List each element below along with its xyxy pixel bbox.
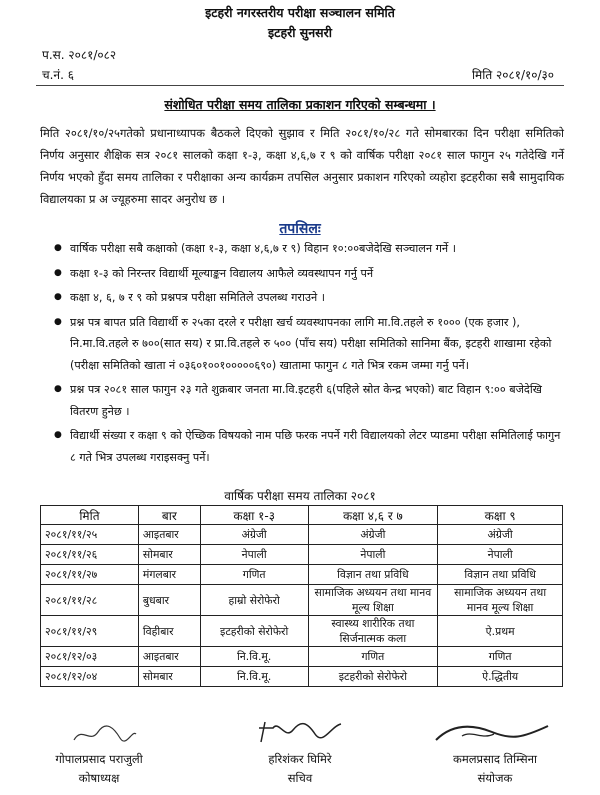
cell-day: बुधबार bbox=[138, 585, 200, 616]
cell-subject: नेपाली bbox=[438, 545, 563, 565]
letter-date: मिति २०८१/१०/३० bbox=[471, 68, 554, 82]
cell-subject: हाम्रो सेरोफेरो bbox=[200, 585, 308, 616]
chalani-number: च.नं. ६ bbox=[42, 68, 74, 82]
cell-subject: नि.वि.मू. bbox=[200, 647, 308, 667]
col-header-class-1-3: कक्षा १-३ bbox=[200, 506, 308, 525]
cell-subject: नेपाली bbox=[308, 545, 438, 565]
col-header-date: मिति bbox=[41, 506, 139, 525]
signatory-name: गोपालप्रसाद पराजुली bbox=[55, 752, 143, 766]
signature-mark-treasurer bbox=[70, 718, 140, 748]
cell-subject: सामाजिक अध्ययन तथा मानव मूल्य शिक्षा bbox=[308, 585, 438, 616]
cell-date: २०८१/११/२८ bbox=[41, 585, 139, 616]
cell-subject: नेपाली bbox=[200, 545, 308, 565]
cell-subject: अंग्रेजी bbox=[200, 525, 308, 545]
table-row bbox=[41, 525, 563, 545]
table-row bbox=[41, 565, 563, 585]
header-divider bbox=[36, 85, 564, 86]
cell-subject: इटहरीको सेरोफेरो bbox=[308, 667, 438, 687]
cell-day: सोमबार bbox=[138, 667, 200, 687]
signatory-name: कमलप्रसाद तिम्सिना bbox=[453, 752, 537, 766]
table-row bbox=[41, 545, 563, 565]
signatory-role: कोषाध्यक्ष bbox=[78, 771, 120, 785]
signature-mark-coordinator bbox=[432, 718, 552, 748]
table-row bbox=[41, 616, 563, 647]
cell-day: मंगलबार bbox=[138, 565, 200, 585]
cell-day: विहीबार bbox=[138, 616, 200, 647]
cell-date: २०८१/११/२७ bbox=[41, 565, 139, 585]
col-header-day: बार bbox=[138, 506, 200, 525]
list-item: ● प्रश्न पत्र २०८१ साल फागुन २३ गते शुक्रबार जनता मा.वि.इटहरी ६(पहिले स्रोत केन्द्र भएको) बाट विहान ९:०० बजेदेखि वितरण हुनेछ । bbox=[54, 379, 564, 422]
cell-subject: स्वास्थ्य शारीरिक तथा सिर्जनात्मक कला bbox=[308, 616, 438, 647]
subject-line: संशोधित परीक्षा समय तालिका प्रकाशन गरिएको सम्बन्धमा । bbox=[164, 97, 436, 112]
cell-subject: गणित bbox=[438, 647, 563, 667]
cell-subject: ऐ.प्रथम bbox=[438, 616, 563, 647]
col-header-class-4-6-7: कक्षा ४,६ र ७ bbox=[308, 506, 438, 525]
signatory-treasurer bbox=[34, 716, 164, 786]
signatory-name: हरिशंकर घिमिरे bbox=[268, 752, 332, 766]
schedule-title: वार्षिक परीक्षा समय तालिका २०८१ bbox=[224, 489, 376, 503]
cell-subject: ऐ.द्धितीय bbox=[438, 667, 563, 687]
cell-subject: इटहरीको सेरोफेरो bbox=[200, 616, 308, 647]
patra-sankhya: प.स. २०८१/०८२ bbox=[42, 48, 117, 62]
list-item: ● प्रश्न पत्र बापत प्रति विद्यार्थी रु २५का दरले र परीक्षा खर्च व्यवस्थापनका लागि मा.वि.तहले रु १००० (एक हजार ), नि.मा.वि.तहले रु ७००(सात सय) र प्रा.वि.तहले रु ५०० (पाँच सय) परीक्षा समितिको सानिमा बैंक, इटहरी शाखामा रहेको (परीक्षा समितिको खाता नं ०३६०१००१०००००६९०) खातामा फागुन ८ गते भित्र रकम जम्मा गर्नु पर्ने। bbox=[54, 312, 564, 377]
col-header-class-9: कक्षा ९ bbox=[438, 506, 563, 525]
cell-subject: नि.वि.मू. bbox=[200, 667, 308, 687]
table-row bbox=[41, 667, 563, 687]
list-item: ● वार्षिक परीक्षा सबै कक्षाको (कक्षा १-३, कक्षा ४,६,७ र ९) विहान १०:००बजेदेखि सञ्चालन गर्ने । bbox=[54, 238, 564, 260]
cell-subject: गणित bbox=[308, 647, 438, 667]
details-list bbox=[54, 238, 564, 471]
list-item: ● कक्षा १-३ को निरन्तर विद्यार्थी मूल्याङ्कन विद्यालय आफैले व्यवस्थापन गर्नु पर्ने bbox=[54, 263, 564, 285]
signature-mark-secretary bbox=[255, 716, 345, 748]
signatory-role: संयोजक bbox=[477, 771, 513, 785]
signatory-role: सचिव bbox=[287, 771, 313, 785]
body-paragraph: मिति २०८१/१०/२५गतेको प्रधानाध्यापक बैठकले दिएको सुझाव र मिति २०८१/१०/२८ गते सोमबारका दिन परीक्षा समितिको निर्णय अनुसार शैक्षिक सत्र २०८१ सालको कक्षा १-३, कक्षा ४,६,७ र ९ को वार्षिक परीक्षा २०८१ साल फागुन २५ गतेदेखि गर्ने निर्णय भएको हुँदा समय तालिका र परीक्षाका अन्य कार्यक्रम तपसिल अनुसार प्रकाशन गरिएको व्यहोरा इटहरीका सबै सामुदायिक विद्यालयका प्र अ ज्यूहरुमा सादर अनुरोध छ । bbox=[40, 126, 564, 206]
cell-subject: विज्ञान तथा प्रविधि bbox=[308, 565, 438, 585]
signatory-secretary bbox=[235, 716, 365, 786]
exam-schedule-table bbox=[40, 505, 563, 687]
cell-date: २०८१/११/२९ bbox=[41, 616, 139, 647]
office-title: इटहरी नगरस्तरीय परीक्षा सञ्चालन समिति bbox=[205, 5, 395, 20]
cell-subject: अंग्रेजी bbox=[308, 525, 438, 545]
cell-subject: अंग्रेजी bbox=[438, 525, 563, 545]
list-item: ● विद्यार्थी संख्या र कक्षा ९ को ऐच्छिक विषयको नाम पछि फरक नपर्ने गरी विद्यालयको लेटर प्याडमा परीक्षा समितिलाई फागुन ८ गते भित्र उपलब्ध गराइसक्नु पर्ने। bbox=[54, 425, 564, 468]
office-location: इटहरी सुनसरी bbox=[268, 25, 332, 40]
tapasil-heading: तपसिलः bbox=[279, 221, 321, 237]
table-row bbox=[41, 585, 563, 616]
cell-subject: सामाजिक अध्ययन तथा मानव मूल्य शिक्षा bbox=[438, 585, 563, 616]
cell-subject: विज्ञान तथा प्रविधि bbox=[438, 565, 563, 585]
cell-day: सोमबार bbox=[138, 545, 200, 565]
cell-date: २०८१/११/२५ bbox=[41, 525, 139, 545]
table-row bbox=[41, 647, 563, 667]
list-item: ● कक्षा ४, ६, ७ र ९ को प्रश्नपत्र परीक्षा समितिले उपलब्ध गराउने । bbox=[54, 287, 564, 309]
cell-subject: गणित bbox=[200, 565, 308, 585]
cell-date: २०८१/१२/०४ bbox=[41, 667, 139, 687]
cell-day: आइतबार bbox=[138, 647, 200, 667]
cell-date: २०८१/१२/०३ bbox=[41, 647, 139, 667]
cell-day: आइतबार bbox=[138, 525, 200, 545]
cell-date: २०८१/११/२६ bbox=[41, 545, 139, 565]
table-header-row bbox=[41, 506, 563, 525]
signatory-coordinator bbox=[430, 716, 560, 786]
